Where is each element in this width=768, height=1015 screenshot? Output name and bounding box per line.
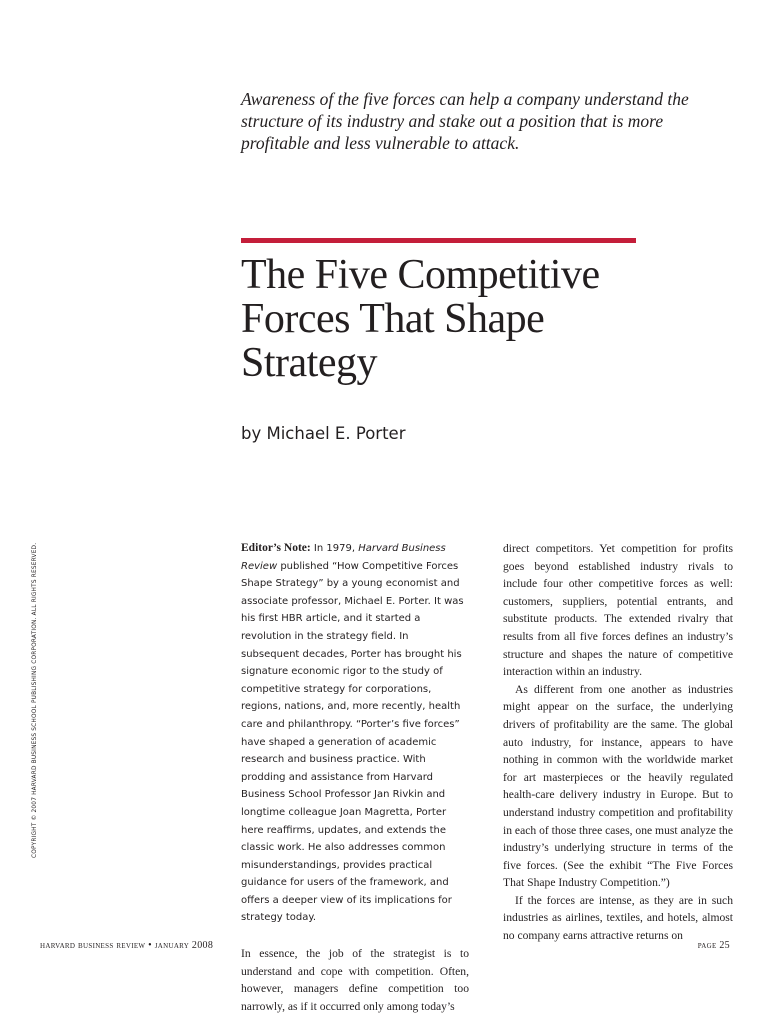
- copyright-notice: COPYRIGHT © 2007 HARVARD BUSINESS SCHOOL PUBLISHING CORPORATION. ALL RIGHTS RESERVED.: [32, 542, 38, 858]
- body-paragraph: As different from one another as industries might appear on the surface, the underlying drivers of profitability are the same. The global auto industry, for instance, appears to have nothing in common with the worldwide market for art masterpieces or the heavily regulated health-care delivery industry in Europe. But to understand industry competition and profitability in each of those three cases, one must analyze the industry’s underlying structure in terms of the five forces. (See the exhibit “The Five Forces That Shape Industry Competition.”): [503, 682, 733, 890]
- editors-note: [241, 540, 469, 927]
- editors-note-body: published “How Competitive Forces Shape Strategy” by a young economist and associate professor, Michael E. Porter. It was his first HBR article, and it started a revolution in the strategy field. In subsequent decades, Porter has brought his signature economic rigor to the study of competitive strategy for corporations, regions, nations, and, more recently, health care and philanthropy. “Porter’s five forces” have shaped a generation of academic research and business practice. With prodding and assistance from Harvard Business School Professor Jan Rivkin and longtime colleague Joan Magretta, Porter here reaffirms, updates, and extends the classic work. He also addresses common misunderstandings, provides practical guidance for users of the framework, and offers a deeper view of its implications for strategy today.: [241, 560, 464, 924]
- editors-note-intro: In 1979,: [310, 543, 359, 554]
- editors-note-lead: Editor’s Note:: [241, 542, 311, 554]
- footer-publication: harvard business review • january 2008: [40, 940, 214, 951]
- editors-note-publication: Harvard Business Review: [241, 543, 446, 572]
- title-rule: [241, 238, 636, 243]
- left-column: [241, 540, 469, 1015]
- body-paragraph: In essence, the job of the strategist is to understand and cope with competition. Often, however, managers define competition too narrowly, as if it occurred only among today’s: [241, 947, 469, 1013]
- right-column: [503, 540, 733, 945]
- tagline: Awareness of the five forces can help a company understand the structure of its industry and stake out a position that is more profitable and less vulnerable to attack.: [241, 89, 689, 153]
- page-number: page 25: [697, 940, 730, 951]
- body-paragraph: direct competitors. Yet competition for profits goes beyond established industry rivals to include four other competitive forces as well: customers, suppliers, potential entrants, and substitute products. The extended rivalry that results from all five forces defines an industry’s structure and shapes the nature of competitive interaction within an industry.: [503, 542, 733, 679]
- byline: by Michael E. Porter: [241, 424, 406, 443]
- article-title: The Five Competitive Forces That Shape Strategy: [241, 252, 600, 386]
- body-paragraph: If the forces are intense, as they are in such industries as airlines, textiles, and hotels, almost no company earns attractive returns on: [503, 893, 733, 943]
